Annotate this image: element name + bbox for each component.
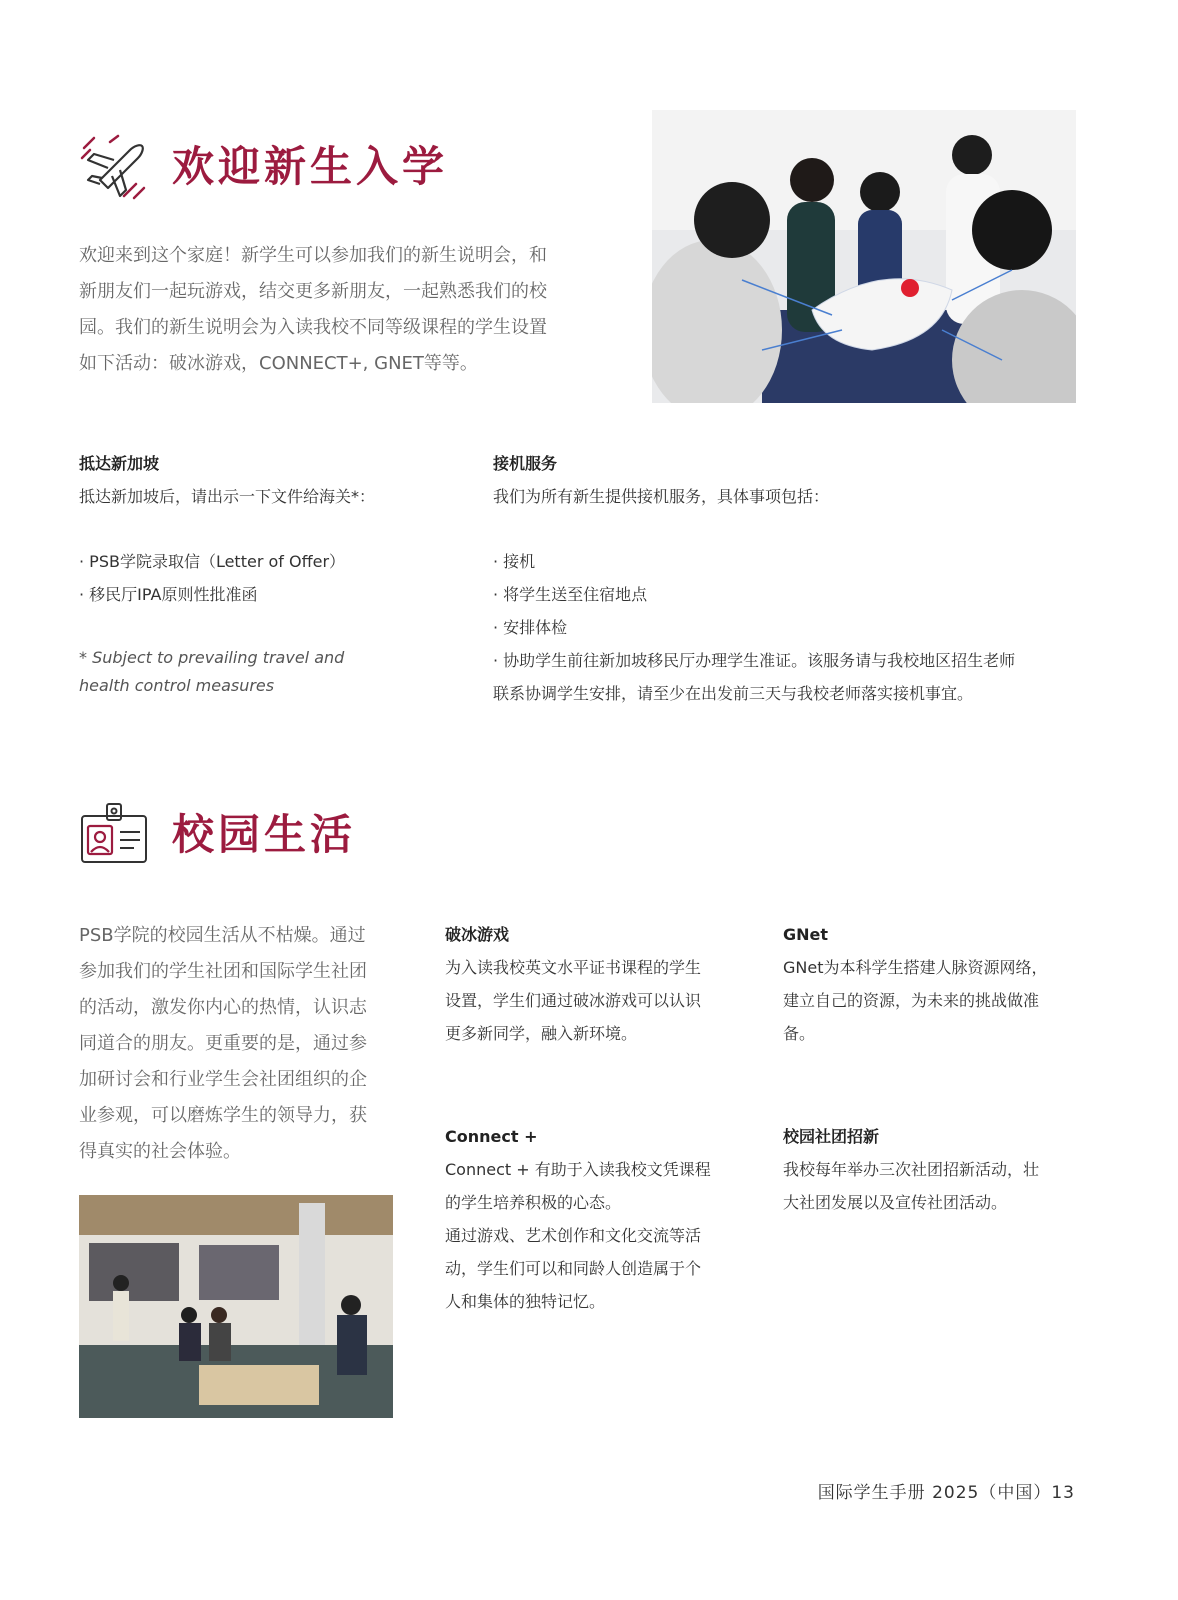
icebreak-line: 为入读我校英文水平证书课程的学生 xyxy=(445,958,702,977)
connect-block xyxy=(445,1120,755,1318)
intro-line: 如下活动：破冰游戏，CONNECT+, GNET等等。 xyxy=(79,353,478,374)
intro-line: 欢迎来到这个家庭！新学生可以参加我们的新生说明会，和 xyxy=(79,245,547,266)
gnet-line: GNet为本科学生搭建人脉资源网络， xyxy=(783,958,1048,977)
page-footer: 国际学生手册 2025（中国）13 xyxy=(817,1483,1075,1503)
gnet-block xyxy=(783,918,1093,1050)
note-line: health control measures xyxy=(79,676,275,695)
section-welcome-title: 欢迎新生入学 xyxy=(172,142,449,191)
pickup-item: · 协助学生前往新加坡移民厅办理学生准证。该服务请与我校地区招生老师 xyxy=(493,651,1016,670)
icebreak-block xyxy=(445,918,755,1050)
intro-line: 园。我们的新生说明会为入读我校不同等级课程的学生设置 xyxy=(79,317,547,338)
arrival-item: · PSB学院录取信（Letter of Offer） xyxy=(79,552,346,571)
connect-line: 动，学生们可以和同龄人创造属于个 xyxy=(445,1259,702,1278)
pickup-item: 联系协调学生安排，请至少在出发前三天与我校老师落实接机事宜。 xyxy=(493,684,974,703)
arrival-item: · 移民厅IPA原则性批准函 xyxy=(79,585,258,604)
connect-line: 的学生培养积极的心态。 xyxy=(445,1193,622,1212)
connect-line: Connect + 有助于入读我校文凭课程 xyxy=(445,1160,711,1179)
arrival-note xyxy=(79,644,439,700)
pickup-item: · 将学生送至住宿地点 xyxy=(493,585,648,604)
clubs-line: 大社团发展以及宣传社团活动。 xyxy=(783,1193,1008,1212)
pickup-desc: 我们为所有新生提供接机服务，具体事项包括： xyxy=(493,487,830,506)
gnet-line: 备。 xyxy=(783,1024,816,1043)
airplane-icon xyxy=(80,134,150,200)
pickup-block xyxy=(493,447,1093,710)
intro-line: 的活动，激发你内心的热情，认识志 xyxy=(79,997,367,1018)
intro-line: 业参观，可以磨炼学生的领导力，获 xyxy=(79,1105,367,1126)
gnet-title: GNet xyxy=(783,925,829,944)
arrival-block xyxy=(79,447,439,611)
seminar-photo xyxy=(79,1195,393,1418)
clubs-title: 校园社团招新 xyxy=(783,1127,880,1146)
id-card-icon xyxy=(80,802,148,864)
clubs-block xyxy=(783,1120,1093,1219)
icebreak-title: 破冰游戏 xyxy=(445,925,510,944)
pickup-item: · 安排体检 xyxy=(493,618,568,637)
arrival-title: 抵达新加坡 xyxy=(79,454,160,473)
icebreak-line: 设置，学生们通过破冰游戏可以认识 xyxy=(445,991,702,1010)
pickup-item: · 接机 xyxy=(493,552,536,571)
campus-intro xyxy=(79,918,409,1170)
icebreak-line: 更多新同学，融入新环境。 xyxy=(445,1024,638,1043)
connect-line: 人和集体的独特记忆。 xyxy=(445,1292,606,1311)
pickup-title: 接机服务 xyxy=(493,454,558,473)
clubs-line: 我校每年举办三次社团招新活动，壮 xyxy=(783,1160,1040,1179)
section-campus-title: 校园生活 xyxy=(172,810,357,859)
intro-line: PSB学院的校园生活从不枯燥。通过 xyxy=(79,925,366,946)
intro-line: 新朋友们一起玩游戏，结交更多新朋友，一起熟悉我们的校 xyxy=(79,281,547,302)
intro-line: 参加我们的学生社团和国际学生社团 xyxy=(79,961,367,982)
note-line: * Subject to prevailing travel and xyxy=(79,648,345,667)
welcome-intro xyxy=(79,238,609,382)
connect-line: 通过游戏、艺术创作和文化交流等活 xyxy=(445,1226,702,1245)
gnet-line: 建立自己的资源，为未来的挑战做准 xyxy=(783,991,1040,1010)
arrival-desc: 抵达新加坡后，请出示一下文件给海关*： xyxy=(79,487,376,506)
intro-line: 得真实的社会体验。 xyxy=(79,1141,241,1162)
connect-title: Connect + xyxy=(445,1127,538,1146)
intro-line: 同道合的朋友。更重要的是，通过参 xyxy=(79,1033,367,1054)
orientation-photo xyxy=(652,110,1076,403)
intro-line: 加研讨会和行业学生会社团组织的企 xyxy=(79,1069,367,1090)
